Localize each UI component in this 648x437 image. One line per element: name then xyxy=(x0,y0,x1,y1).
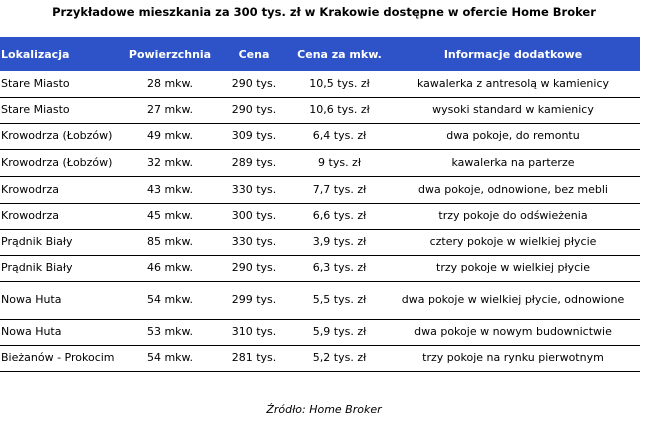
cell-area: 53 mkw. xyxy=(125,319,215,345)
source-note: Źródło: Home Broker xyxy=(266,403,382,416)
cell-location: Krowodrza xyxy=(0,176,125,203)
cell-price-per-sqm: 5,9 tys. zł xyxy=(293,319,386,345)
table-row xyxy=(0,319,640,345)
cell-location: Nowa Huta xyxy=(0,281,125,319)
table-row xyxy=(0,71,640,97)
table-header xyxy=(0,37,640,71)
cell-price-per-sqm: 6,4 tys. zł xyxy=(293,123,386,149)
table-row xyxy=(0,281,640,319)
header-location: Lokalizacja xyxy=(1,47,70,61)
cell-area: 28 mkw. xyxy=(125,71,215,97)
cell-price: 310 tys. xyxy=(215,319,293,345)
header-price-per-sqm: Cena za mkw. xyxy=(297,47,382,61)
cell-area: 46 mkw. xyxy=(125,255,215,281)
cell-area: 54 mkw. xyxy=(125,345,215,371)
cell-price: 281 tys. xyxy=(215,345,293,371)
cell-location: Prądnik Biały xyxy=(0,229,125,255)
cell-location: Nowa Huta xyxy=(0,319,125,345)
cell-area: 43 mkw. xyxy=(125,176,215,203)
cell-additional-info: kawalerka z antresolą w kamienicy xyxy=(386,71,640,97)
cell-price-per-sqm: 5,5 tys. zł xyxy=(293,281,386,319)
cell-price-per-sqm: 10,6 tys. zł xyxy=(293,97,386,123)
cell-additional-info: wysoki standard w kamienicy xyxy=(386,97,640,123)
cell-additional-info: cztery pokoje w wielkiej płycie xyxy=(386,229,640,255)
cell-location: Bieżanów - Prokocim xyxy=(0,345,125,371)
cell-price: 290 tys. xyxy=(215,97,293,123)
cell-price-per-sqm: 9 tys. zł xyxy=(293,149,386,176)
cell-additional-info: dwa pokoje w nowym budownictwie xyxy=(386,319,640,345)
table-row xyxy=(0,97,640,123)
header-price: Cena xyxy=(238,47,270,61)
cell-location: Krowodrza (Łobzów) xyxy=(0,149,125,176)
table-row xyxy=(0,229,640,255)
cell-price: 290 tys. xyxy=(215,255,293,281)
offers-table xyxy=(0,37,640,372)
cell-area: 32 mkw. xyxy=(125,149,215,176)
cell-area: 85 mkw. xyxy=(125,229,215,255)
cell-location: Stare Miasto xyxy=(0,97,125,123)
table-row xyxy=(0,149,640,176)
cell-price-per-sqm: 6,3 tys. zł xyxy=(293,255,386,281)
cell-area: 49 mkw. xyxy=(125,123,215,149)
cell-price-per-sqm: 5,2 tys. zł xyxy=(293,345,386,371)
cell-area: 27 mkw. xyxy=(125,97,215,123)
cell-price: 299 tys. xyxy=(215,281,293,319)
header-additional-info: Informacje dodatkowe xyxy=(443,47,583,61)
cell-price: 290 tys. xyxy=(215,71,293,97)
cell-price-per-sqm: 7,7 tys. zł xyxy=(293,176,386,203)
header-area: Powierzchnia xyxy=(128,47,212,61)
cell-price-per-sqm: 6,6 tys. zł xyxy=(293,203,386,229)
table-row xyxy=(0,123,640,149)
cell-additional-info: dwa pokoje w wielkiej płycie, odnowione xyxy=(386,281,640,319)
cell-location: Krowodrza xyxy=(0,203,125,229)
cell-additional-info: dwa pokoje, do remontu xyxy=(386,123,640,149)
cell-price-per-sqm: 10,5 tys. zł xyxy=(293,71,386,97)
cell-location: Stare Miasto xyxy=(0,71,125,97)
table-row xyxy=(0,176,640,203)
cell-location: Krowodrza (Łobzów) xyxy=(0,123,125,149)
table-row xyxy=(0,255,640,281)
cell-price: 330 tys. xyxy=(215,176,293,203)
cell-additional-info: trzy pokoje do odświeżenia xyxy=(386,203,640,229)
cell-additional-info: trzy pokoje na rynku pierwotnym xyxy=(386,345,640,371)
cell-area: 45 mkw. xyxy=(125,203,215,229)
table-row xyxy=(0,203,640,229)
cell-area: 54 mkw. xyxy=(125,281,215,319)
cell-price: 300 tys. xyxy=(215,203,293,229)
cell-price-per-sqm: 3,9 tys. zł xyxy=(293,229,386,255)
cell-additional-info: kawalerka na parterze xyxy=(386,149,640,176)
cell-price: 309 tys. xyxy=(215,123,293,149)
cell-price: 289 tys. xyxy=(215,149,293,176)
table-title: Przykładowe mieszkania za 300 tys. zł w Krakowie dostępne w ofercie Home Broker xyxy=(52,5,596,19)
cell-price: 330 tys. xyxy=(215,229,293,255)
cell-additional-info: dwa pokoje, odnowione, bez mebli xyxy=(386,176,640,203)
header-row xyxy=(0,37,640,71)
cell-additional-info: trzy pokoje w wielkiej płycie xyxy=(386,255,640,281)
table-row xyxy=(0,345,640,371)
cell-location: Prądnik Biały xyxy=(0,255,125,281)
table-body xyxy=(0,71,640,371)
